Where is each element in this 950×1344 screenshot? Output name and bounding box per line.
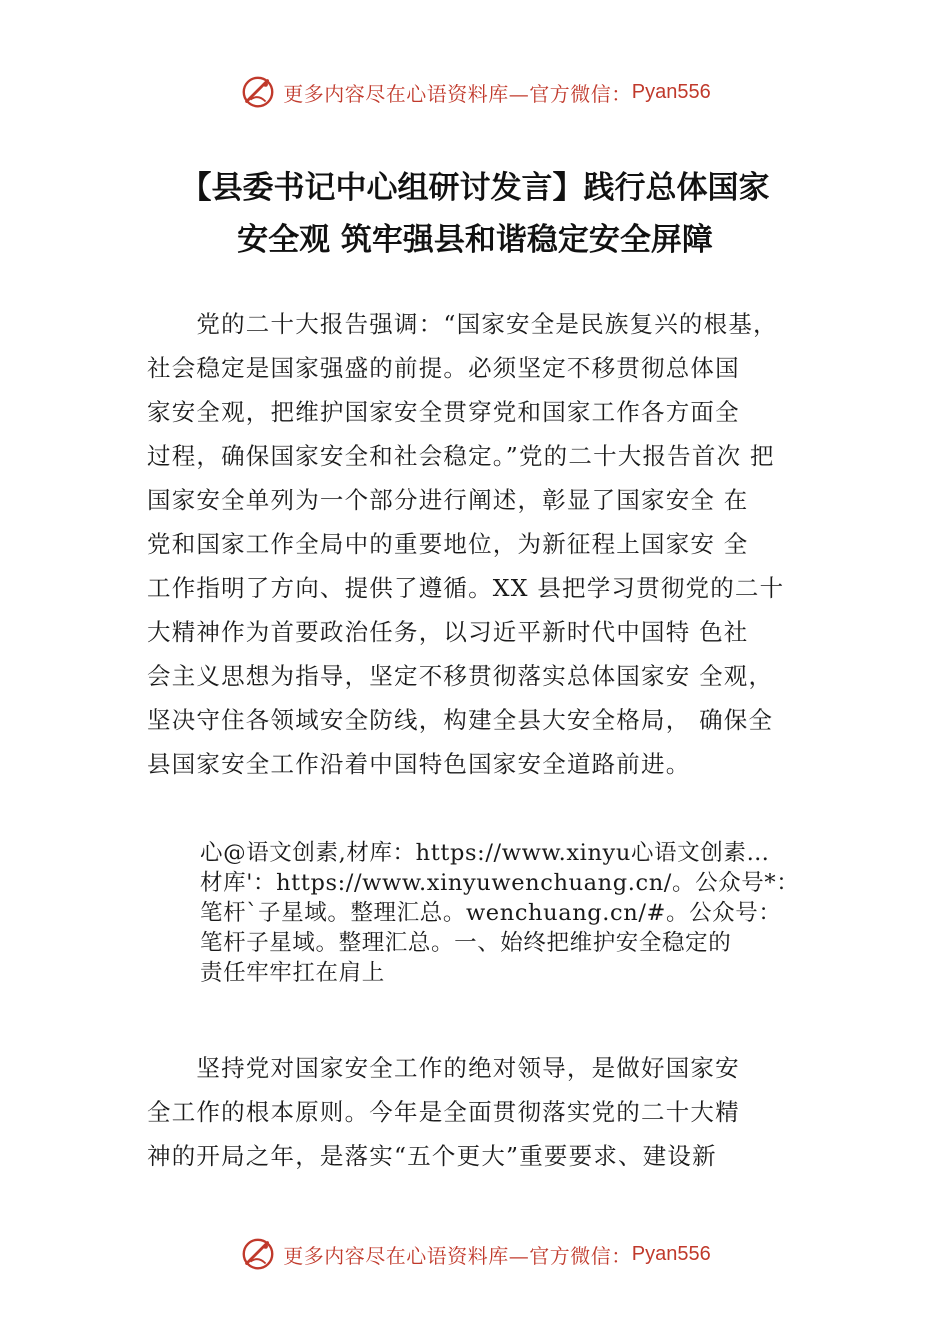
text-line: 笔杆子星域。整理汇总。一、始终把维护安全稳定的 [200,930,732,956]
text-line: 工作指明了方向、提供了遵循。XX 县把学习贯彻党的二十 [147,574,785,602]
paragraph-source-note [200,838,830,988]
text-line: 家安全观，把维护国家安全贯穿党和国家工作各方面全 [147,398,740,426]
title-line: 【县委书记中心组研讨发言】践行总体国家 [180,170,770,206]
text-line: 县国家安全工作沿着中国特色国家安全道路前进。 [147,750,691,778]
text-line: 大精神作为首要政治任务，以习近平新时代中国特 色社 [147,618,749,646]
text-line: 党的二十大报告强调：“国家安全是民族复兴的根基， [147,310,778,338]
pen-logo-icon [239,73,277,111]
text-line: 过程，确保国家安全和社会稳定。”党的二十大报告首次 把 [147,442,775,470]
wechat-id: Pyan556 [631,1242,711,1265]
wechat-id: Pyan556 [631,80,711,103]
text-line: 责任牢牢扛在肩上 [200,960,385,986]
text-line: 材库'：https://www.xinyuwenchuang.cn/。公众号*： [200,870,800,896]
title-line: 安全观 筑牢强县和谐稳定安全屏障 [237,222,713,258]
text-line: 党和国家工作全局中的重要地位，为新征程上国家安 全 [147,530,749,558]
text-line: 社会稳定是国家强盛的前提。必须坚定不移贯彻总体国 [147,354,740,382]
text-line: 坚持党对国家安全工作的绝对领导，是做好国家安 [147,1054,740,1082]
text-line: 全工作的根本原则。今年是全面贯彻落实党的二十大精 [147,1098,740,1126]
footer-banner [0,1232,950,1276]
header-banner [0,70,950,114]
text-line: 坚决守住各领域安全防线，构建全县大安全格局， 确保全 [147,706,774,734]
text-line: 会主义思想为指导，坚定不移贯彻落实总体国家安 全观， [147,662,774,690]
pen-logo-icon [239,1235,277,1273]
document-title [100,162,850,266]
text-line: 笔杆`子星域。整理汇总。wenchuang.cn/#。公众号： [200,900,782,926]
text-line: 心@语文创素,材库：https://www.xinyu心语文创素… [200,840,770,866]
banner-text: 更多内容尽在心语资料库—官方微信： [283,1243,632,1268]
text-line: 神的开局之年，是落实“五个更大”重要要求、建设新 [147,1142,717,1170]
text-line: 国家安全单列为一个部分进行阐述，彰显了国家安全 在 [147,486,749,514]
paragraph-intro [147,302,827,786]
paragraph-body [147,1046,827,1178]
banner-text: 更多内容尽在心语资料库—官方微信： [283,81,632,106]
